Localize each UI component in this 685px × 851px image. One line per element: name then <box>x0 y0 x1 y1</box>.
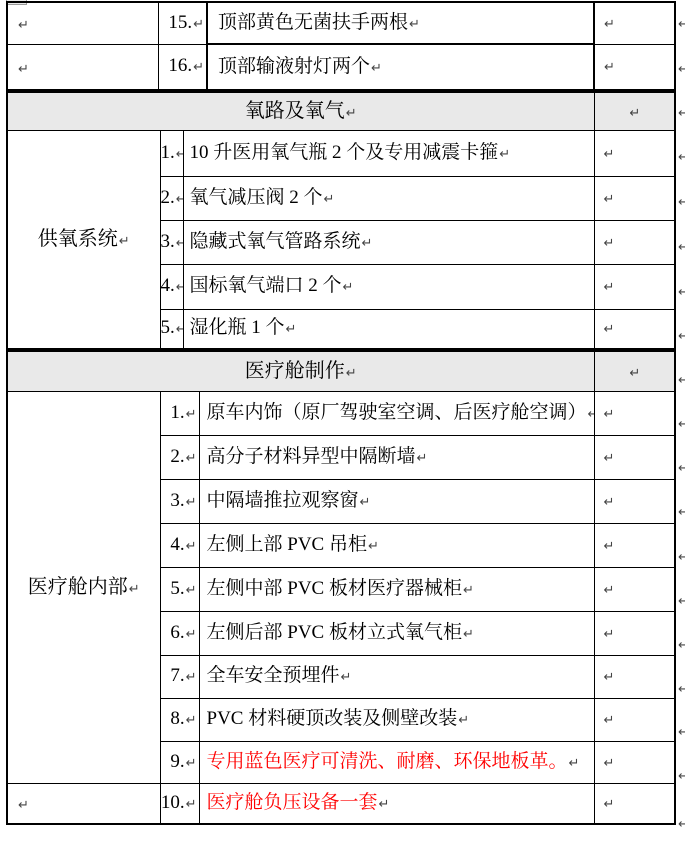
placeholder-cell[interactable] <box>594 92 675 130</box>
pilcrow-icon <box>175 275 183 296</box>
row-number: 1. <box>170 401 185 423</box>
pilcrow-icon <box>185 751 197 772</box>
row-number: 1. <box>160 141 175 163</box>
pilcrow-icon <box>603 490 615 511</box>
placeholder-cell[interactable] <box>594 264 675 309</box>
table-row <box>7 130 675 176</box>
row-number: 9. <box>170 750 185 772</box>
item-description-cell[interactable] <box>199 655 594 698</box>
item-description-cell[interactable] <box>199 391 594 435</box>
section-header-row <box>7 92 675 130</box>
row-number: 6. <box>170 621 185 643</box>
table-row <box>7 391 675 435</box>
pilcrow-icon <box>603 446 615 467</box>
end-of-row-mark <box>677 15 685 33</box>
pilcrow-icon <box>185 578 197 599</box>
item-description-cell[interactable] <box>199 479 594 523</box>
row-number: 2. <box>170 445 185 467</box>
pilcrow-icon <box>185 622 197 643</box>
end-of-row-mark <box>677 815 685 833</box>
end-of-row-mark <box>677 636 685 654</box>
row-number-cell[interactable] <box>160 523 199 567</box>
pilcrow-icon <box>587 402 595 423</box>
row-number-cell[interactable] <box>160 176 183 220</box>
pilcrow-icon <box>370 56 382 77</box>
placeholder-cell[interactable] <box>594 698 675 741</box>
pilcrow-icon <box>323 187 335 208</box>
item-description-cell[interactable] <box>199 611 594 655</box>
table-row <box>7 2 675 44</box>
end-of-row-mark <box>677 148 685 166</box>
row-number: 5. <box>160 317 175 339</box>
placeholder-cell[interactable] <box>594 176 675 220</box>
row-number: 10. <box>160 791 185 813</box>
end-of-row-mark <box>677 592 685 610</box>
end-of-row-mark <box>677 283 685 301</box>
placeholder-cell[interactable] <box>594 391 675 435</box>
category-cell[interactable] <box>7 391 160 783</box>
placeholder-cell[interactable] <box>594 741 675 783</box>
pilcrow-icon <box>603 231 615 252</box>
pilcrow-icon <box>378 792 390 813</box>
pilcrow-icon <box>603 534 615 555</box>
placeholder-cell[interactable] <box>594 523 675 567</box>
item-description-cell[interactable] <box>199 698 594 741</box>
pilcrow-icon <box>128 576 140 598</box>
item-description-cell[interactable] <box>183 264 594 309</box>
equipment-table <box>6 1 674 825</box>
pilcrow-icon <box>175 142 183 163</box>
item-description: 专用蓝色医疗可清洗、耐磨、环保地板革。 <box>206 750 568 772</box>
pilcrow-icon <box>628 100 640 122</box>
placeholder-cell[interactable] <box>594 351 675 391</box>
placeholder-cell[interactable] <box>594 783 675 824</box>
category-cell[interactable] <box>7 2 158 44</box>
row-number-cell[interactable] <box>160 698 199 741</box>
pilcrow-icon <box>603 317 615 338</box>
placeholder-cell[interactable] <box>594 567 675 611</box>
end-of-row-mark <box>677 548 685 566</box>
placeholder-cell[interactable] <box>594 611 675 655</box>
pilcrow-icon <box>175 317 183 338</box>
row-number: 3. <box>170 489 185 511</box>
item-description: 高分子材料异型中隔断墙 <box>206 445 416 467</box>
pilcrow-icon <box>192 55 204 76</box>
item-description-cell[interactable] <box>199 435 594 479</box>
pilcrow-icon <box>185 665 197 686</box>
pilcrow-icon <box>185 534 197 555</box>
row-number: 3. <box>160 230 175 252</box>
pilcrow-icon <box>603 622 615 643</box>
pilcrow-icon <box>603 708 615 729</box>
pilcrow-icon <box>603 402 615 423</box>
pilcrow-icon <box>603 142 615 163</box>
row-number-cell[interactable] <box>160 309 183 349</box>
item-description: 医疗舱负压设备一套 <box>206 791 378 813</box>
end-of-row-mark <box>677 723 685 741</box>
item-description: 顶部黄色无菌扶手两根 <box>218 11 409 33</box>
pilcrow-icon <box>345 100 357 122</box>
row-number: 2. <box>160 186 175 208</box>
item-description-cell[interactable] <box>199 523 594 567</box>
item-description-cell[interactable] <box>199 783 594 824</box>
placeholder-cell[interactable] <box>594 479 675 523</box>
pilcrow-icon <box>185 792 197 813</box>
pilcrow-icon <box>457 708 469 729</box>
category-cell[interactable] <box>7 44 158 90</box>
placeholder-cell[interactable] <box>594 309 675 349</box>
pilcrow-icon <box>628 360 640 382</box>
pilcrow-icon <box>175 231 183 252</box>
item-description-cell[interactable] <box>199 567 594 611</box>
item-description-cell[interactable] <box>207 44 594 90</box>
item-description: 全车安全预埋件 <box>206 665 340 687</box>
end-of-row-mark <box>677 193 685 211</box>
row-number-cell[interactable] <box>158 2 207 44</box>
placeholder-cell[interactable] <box>594 435 675 479</box>
item-description-cell[interactable] <box>183 176 594 220</box>
pilcrow-icon <box>603 187 615 208</box>
item-description: 中隔墙推拉观察窗 <box>206 489 359 511</box>
row-number: 5. <box>170 577 185 599</box>
pilcrow-icon <box>185 490 197 511</box>
end-of-row-mark <box>677 503 685 521</box>
row-number-cell[interactable] <box>160 741 199 783</box>
pilcrow-icon <box>416 446 428 467</box>
end-of-row-mark <box>677 60 685 78</box>
item-description: 左侧后部 PVC 板材立式氧气柜 <box>206 621 462 643</box>
pilcrow-icon <box>568 751 580 772</box>
top-rows-table <box>6 1 676 91</box>
item-description: 左侧中部 PVC 板材医疗器械柜 <box>206 577 462 599</box>
pilcrow-icon <box>462 578 474 599</box>
pilcrow-icon <box>603 55 615 76</box>
pilcrow-icon <box>361 231 373 252</box>
item-description-cell[interactable] <box>207 2 594 44</box>
row-number: 4. <box>160 275 175 297</box>
item-description: 隐藏式氧气管路系统 <box>189 230 361 252</box>
row-number-cell[interactable] <box>160 264 183 309</box>
pilcrow-icon <box>462 622 474 643</box>
placeholder-cell[interactable] <box>594 2 675 44</box>
end-of-row-mark <box>677 371 685 389</box>
pilcrow-icon <box>603 792 615 813</box>
row-number-cell[interactable] <box>160 611 199 655</box>
placeholder-cell[interactable] <box>594 130 675 176</box>
item-description-cell[interactable] <box>183 309 594 349</box>
pilcrow-icon <box>342 275 354 296</box>
end-of-row-mark <box>677 680 685 698</box>
placeholder-cell[interactable] <box>594 655 675 698</box>
pilcrow-icon <box>17 12 29 34</box>
item-description: 湿化瓶 1 个 <box>189 317 285 339</box>
row-number: 7. <box>170 665 185 687</box>
row-number-cell[interactable] <box>160 479 199 523</box>
pilcrow-icon <box>359 490 371 511</box>
pilcrow-icon <box>192 12 204 33</box>
item-description: 左侧上部 PVC 吊柜 <box>206 533 367 555</box>
pilcrow-icon <box>603 12 615 33</box>
row-number-cell[interactable] <box>160 435 199 479</box>
pilcrow-icon <box>367 534 379 555</box>
section-header-cell[interactable] <box>7 92 594 130</box>
table-row <box>7 783 675 824</box>
row-number-cell[interactable] <box>160 130 183 176</box>
row-number-cell[interactable] <box>160 567 199 611</box>
item-description: 顶部输液射灯两个 <box>218 55 371 77</box>
category-cell[interactable] <box>7 783 160 824</box>
pilcrow-icon <box>340 665 352 686</box>
pilcrow-icon <box>17 56 29 78</box>
section-header-cell[interactable] <box>7 351 594 391</box>
pilcrow-icon <box>17 792 29 814</box>
cabin-section-table <box>6 350 676 825</box>
section-header: 医疗舱制作 <box>244 360 345 383</box>
row-number-cell[interactable] <box>160 220 183 264</box>
item-description: 氧气减压阀 2 个 <box>189 186 323 208</box>
row-number-cell[interactable] <box>158 44 207 90</box>
row-number: 4. <box>170 533 185 555</box>
placeholder-cell[interactable] <box>594 220 675 264</box>
oxygen-section-table <box>6 91 676 350</box>
end-of-row-mark <box>677 767 685 785</box>
end-of-row-mark <box>677 238 685 256</box>
pilcrow-icon <box>498 142 510 163</box>
pilcrow-icon <box>185 708 197 729</box>
item-description: 原车内饰（原厂驾驶室空调、后医疗舱空调） <box>206 401 587 423</box>
pilcrow-icon <box>285 317 297 338</box>
row-number-cell[interactable] <box>160 783 199 824</box>
row-number: 15. <box>168 11 193 33</box>
section-header-row <box>7 351 675 391</box>
pilcrow-icon <box>345 360 357 382</box>
item-description-cell[interactable] <box>183 130 594 176</box>
item-description-cell[interactable] <box>199 741 594 783</box>
row-number-cell[interactable] <box>160 391 199 435</box>
pilcrow-icon <box>603 751 615 772</box>
end-of-row-mark <box>677 327 685 345</box>
pilcrow-icon <box>603 578 615 599</box>
end-of-row-mark <box>677 415 685 433</box>
category-cell[interactable] <box>7 130 160 349</box>
category-label: 供氧系统 <box>37 228 118 251</box>
section-header: 氧路及氧气 <box>244 100 345 123</box>
pilcrow-icon <box>175 187 183 208</box>
pilcrow-icon <box>185 402 197 423</box>
row-number: 8. <box>170 708 185 730</box>
item-description: 国标氧气端口 2 个 <box>189 275 342 297</box>
pilcrow-icon <box>118 228 130 250</box>
item-description: 10 升医用氧气瓶 2 个及专用减震卡箍 <box>189 141 499 163</box>
end-of-row-mark <box>677 104 685 122</box>
end-of-row-mark <box>677 459 685 477</box>
row-number-cell[interactable] <box>160 655 199 698</box>
table-row <box>7 44 675 90</box>
pilcrow-icon <box>603 275 615 296</box>
pilcrow-icon <box>408 12 420 33</box>
pilcrow-icon <box>185 446 197 467</box>
item-description: PVC 材料硬顶改装及侧壁改装 <box>206 708 458 730</box>
item-description-cell[interactable] <box>183 220 594 264</box>
pilcrow-icon <box>603 665 615 686</box>
category-label: 医疗舱内部 <box>27 576 128 598</box>
placeholder-cell[interactable] <box>594 44 675 90</box>
row-number: 16. <box>168 55 193 77</box>
